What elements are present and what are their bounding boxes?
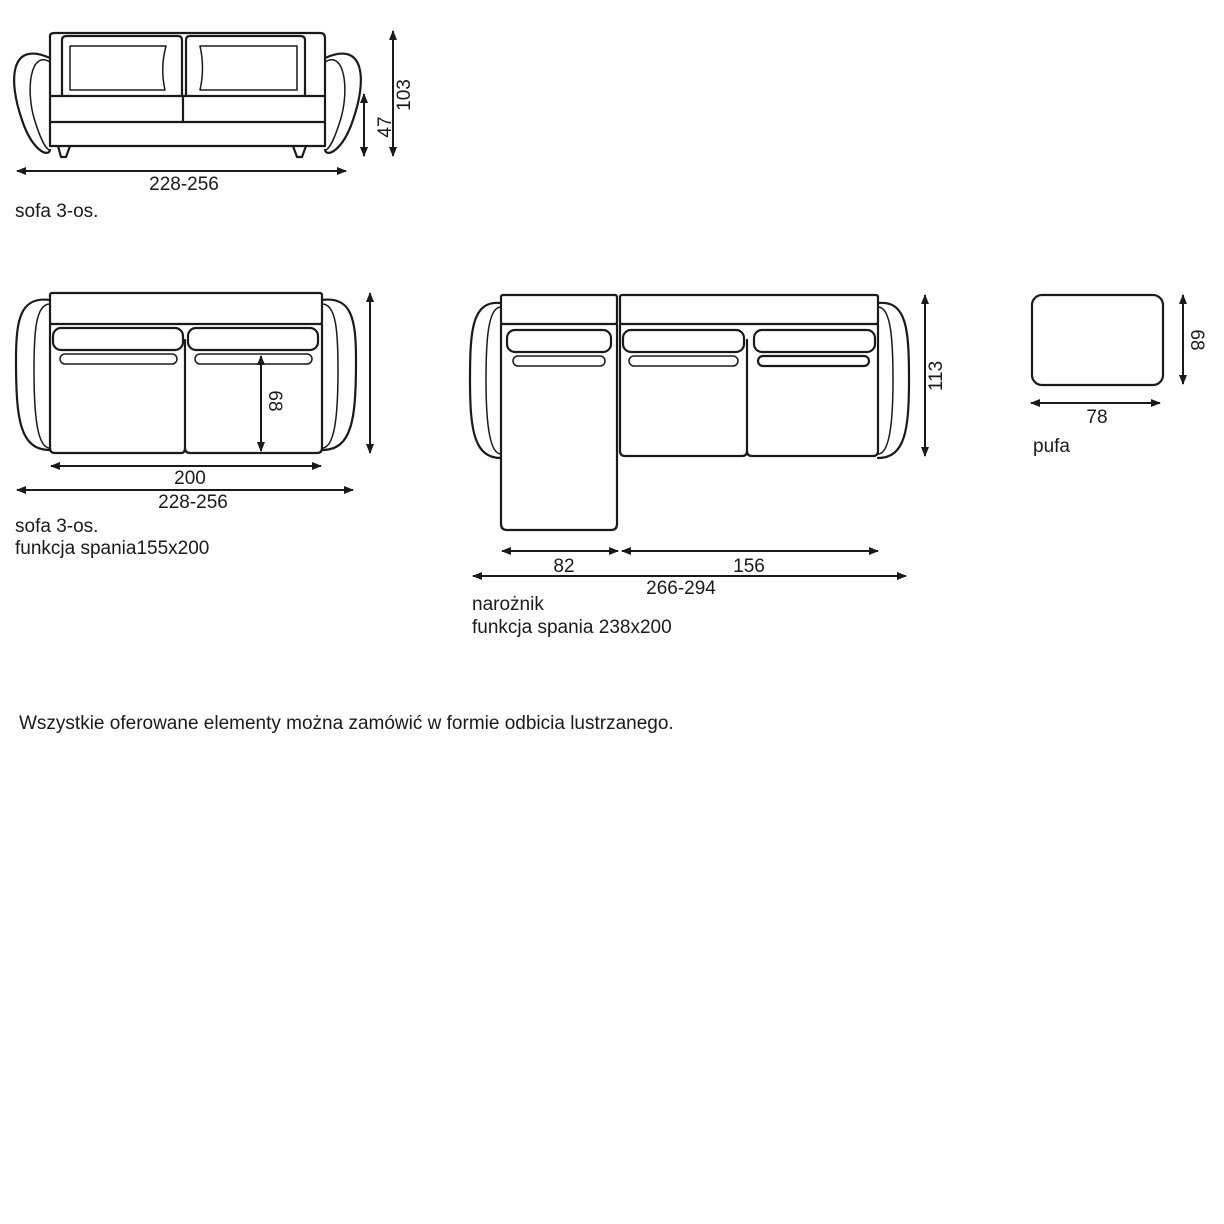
sofa-front-seat-height-label: 47	[375, 116, 397, 138]
pouf-drawing	[1032, 295, 1163, 385]
sofa-front-caption: sofa 3-os.	[15, 201, 99, 222]
corner-sofa-view	[470, 295, 947, 638]
sofa-top-caption-line1: sofa 3-os.	[15, 516, 99, 537]
pouf-view	[1031, 295, 1207, 457]
sofa-front-view	[14, 31, 415, 222]
corner-sofa-width-label: 156	[733, 556, 765, 577]
sofa-top-caption-line2: funkcja spania155x200	[15, 538, 210, 559]
corner-caption-line1: narożnik	[472, 594, 544, 615]
sofa-top-drawing	[16, 293, 356, 453]
sofa-top-inner-width-label: 200	[174, 468, 206, 489]
sofa-top-view	[15, 293, 370, 559]
corner-depth-label: 113	[926, 360, 948, 392]
pouf-width-label: 78	[1086, 407, 1108, 428]
pouf-depth-label: 68	[1185, 329, 1207, 351]
sofa-top-outer-width-label: 228-256	[158, 492, 228, 513]
corner-caption-line2: funkcja spania 238x200	[472, 617, 672, 638]
sofa-front-drawing	[14, 33, 361, 157]
corner-total-width-label: 266-294	[646, 578, 716, 599]
sofa-front-width-label: 228-256	[149, 174, 219, 195]
sofa-top-seat-depth-label: 68	[263, 390, 285, 412]
sofa-front-total-height-label: 103	[394, 79, 416, 111]
corner-sofa-drawing	[470, 295, 909, 530]
corner-chaise-width-label: 82	[553, 556, 575, 577]
mirror-order-note: Wszystkie oferowane elementy można zamówić w formie odbicia lustrzanego.	[19, 713, 674, 734]
pouf-caption: pufa	[1033, 436, 1070, 457]
